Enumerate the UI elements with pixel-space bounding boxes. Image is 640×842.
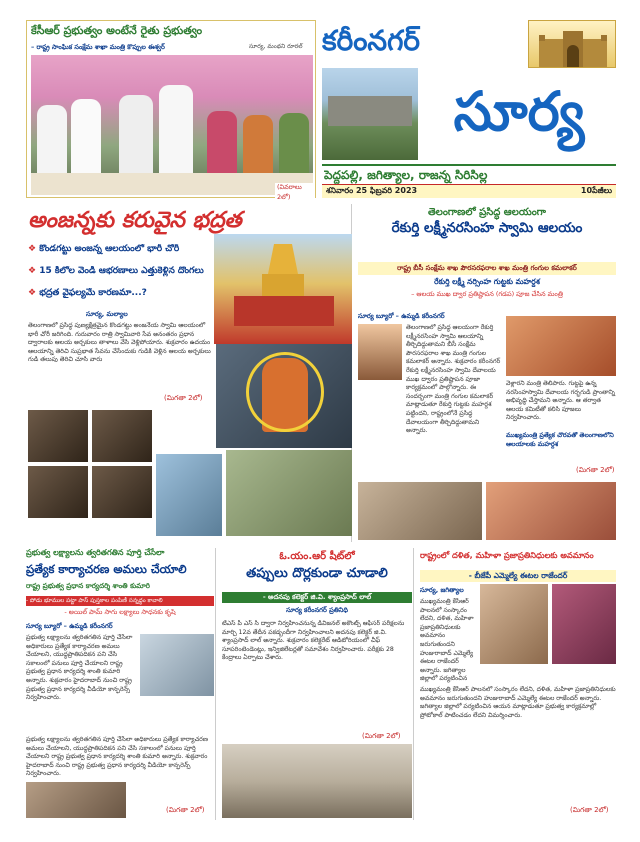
story-right-kicker: తెలంగాణలో ప్రసిద్ధ ఆలయంగా (427, 207, 547, 218)
cctv-photo-1 (28, 410, 88, 462)
bottom-right-byline: సూర్య, జగిత్యాల (420, 586, 464, 594)
top-left-caption: (వివరాలు 2లో) (275, 183, 315, 203)
masthead-districts: పెద్దపల్లి, జగిత్యాల, రాజన్న సిరిసిల్ల (324, 168, 488, 182)
story-right-headline: రేకుర్తి లక్ష్మీనరసింహ స్వామి ఆలయం (391, 220, 583, 236)
temple-premises-photo (226, 450, 352, 536)
date-band (322, 184, 616, 198)
story-left-bullet-3 (28, 288, 212, 300)
story-left-body: తెలంగాణలో ప్రసిద్ధ పుణ్యక్షేత్రమైన కొండగట్టు అంజనేయ స్వామి ఆలయంలో భారీ చోరీ జరిగింది. గురువారం రాత్రి స్వామివారి సేవ అనంతరం ప్రధాన ద్వారాలకు ఆలయ అర్చకులు తాళాలు వేసి వెళ్లిపోయారు. శుక్రవారం ఉదయం ఆలయాన్ని తెరిచి సుప్రభాత సేవను చేసేందుకు గుడికి వెళ్లిన ఆలయ అర్చకులు గుడి తలుపు తెరిచి చూసి వారు (28, 322, 211, 364)
story-left-bullet-2 (28, 266, 212, 278)
bottom-right-body-cont: ముఖ్యమంత్రి కేసీఆర్ పాలనలో సంస్కారం లేదని, దళిత, మహిళా ప్రజాప్రతినిధులకు అవమానం జరుగుతుందని హుజురాబాద్ ఎమ్మెల్యే ఈటల రాజేందర్ అన్నారు. జగిత్యాల జిల్లాలో పర్యటించిన ఆయన మాట్లాడుతూ ప్రభుత్వ కార్యక్రమాల్లో ప్రోటోకాల్ పాటించడం లేదని విమర్శించారు. (420, 686, 616, 719)
story-left-byline: సూర్య, మల్యాల (86, 310, 128, 318)
bottom-left-body-cont: ప్రభుత్వ లక్ష్యాలను త్వరితగతిన పూర్తి చేసేలా అధికారులు ప్రత్యేక కార్యాచరణ అమలు చేయాలని, యుద్ధప్రాతిపదికన పని చేసి సకాలంలో పనులు పూర్తి చేయాలని రాష్ట్ర ప్రభుత్వ ప్రధాన కార్యదర్శి శాంతి కుమారి అన్నారు. శుక్రవారం హైదరాబాద్ నుంచి రాష్ట్ర ప్రభుత్వ ప్రధాన కార్యదర్శి వీడియో కాన్ఫరెన్స్ నిర్వహించారు. (26, 736, 208, 778)
story-right (358, 204, 616, 542)
masthead-logo: సూర్య (453, 80, 585, 143)
story-left-bullet-1 (28, 244, 212, 256)
video-conference-photo (140, 634, 214, 696)
story-left-headline: అంజన్నకు కరువైన భద్రత (28, 208, 242, 233)
story-right-note: ముఖ్యమంత్రి ప్రత్యేక చొరవతో తెలంగాణలోని ఆలయాలకు మహర్దశ (506, 432, 614, 448)
bottom-left-kicker: ప్రభుత్వ లక్ష్యాలను త్వరితగతిన పూర్తి చేసేలా (26, 548, 165, 557)
story-right-byline: సూర్య బ్యూరో – ఉమ్మడి కరీంనగర్ (358, 312, 445, 320)
bottom-mid-byline: సూర్య కరీంనగర్ ప్రతినిధి (286, 606, 348, 614)
ceremony-photo-3 (486, 482, 616, 540)
top-left-story (26, 20, 316, 201)
event-photo (552, 584, 616, 664)
minister-portrait (358, 324, 402, 380)
bottom-left-story (26, 548, 216, 820)
masthead (322, 20, 616, 198)
bottom-mid-kicker: ఓ.యం.ఆర్ షీట్‌లో (279, 551, 355, 562)
top-left-byline: సూర్య, మంథని రూరల్ (249, 43, 303, 50)
officials-meeting-photo (222, 744, 412, 818)
top-left-photo (31, 55, 313, 195)
bottom-mid-continued: (మిగతా 2లో) (362, 732, 401, 740)
story-right-sub2: – ఆలయ ముఖ ద్వార ప్రతిష్టాపన (గడప) పూజ చేసిన మంత్రి (411, 290, 563, 298)
bottom-left-continued: (మిగతా 2లో) (166, 806, 205, 814)
fort-illustration (528, 20, 616, 68)
diamond-bullet-icon: ❖ (28, 244, 40, 254)
story-right-sub1: రేకుర్తి లక్ష్మీ నర్సింహ గుట్టకు మహర్దశ (434, 277, 540, 286)
dam-photo (322, 68, 418, 160)
top-left-subhead: – రాష్ట్ర సాంఘిక సంక్షేమ శాఖా మంత్రి కొప్పుల ఈశ్వర్ (31, 43, 165, 51)
bottom-mid-body: టీఎస్ పీ ఎస్ సి ద్వారా నిర్వహించనున్న డివిజనల్ అకౌంట్స్ ఆఫీసర్ పరీక్షలను మార్చి 12వ తేదీన పకడ్బందీగా నిర్వహించాలని అదనపు కలెక్టర్ జి.వి. శ్యాంప్రసాద్ లాల్ అన్నారు. శుక్రవారం కలెక్టరేట్ ఆడిటోరియంలో చీఫ్ సూపరింటెండెంట్లు, ఇన్విజిలేటర్లతో సమావేశం నిర్వహించారు. పరీక్షకు 28 కేంద్రాలు ఏర్పాటు చేశారు. (222, 620, 405, 662)
top-left-headline: కేసీఆర్ ప్రభుత్వం అంటేనే రైతు ప్రభుత్వం (31, 24, 203, 37)
etela-photo (480, 584, 548, 664)
story-right-banner: రాష్ట్ర బీసీ సంక్షేమ శాఖ పౌరసరఫరాల శాఖ మంత్రి గంగుల కమలాకర్ (358, 262, 616, 275)
cctv-photo-3 (28, 466, 88, 518)
cctv-photo-4 (92, 466, 152, 518)
diamond-bullet-icon: ❖ (28, 266, 40, 276)
bottom-right-story (420, 548, 616, 820)
bullet-text: కొండగట్టు అంజన్న ఆలయంలో భారీ చోరీ (39, 244, 180, 254)
bullet-text: భద్రత వైఫల్యమే కారణమా...? (39, 288, 147, 298)
bottom-right-body: ముఖ్యమంత్రి కేసీఆర్ పాలనలో సంస్కారం లేదని, దళిత, మహిళా ప్రజాప్రతినిధులకు అవమానం జరుగుతుందని హుజురాబాద్ ఎమ్మెల్యే ఈటల రాజేందర్ అన్నారు. జగిత్యాల జిల్లాలో పర్యటించిన (420, 598, 474, 683)
bottom-left-note2: - అయిల్ పామ్ సాగు లక్ష్యాలు సాధనకు కృషి (64, 608, 176, 616)
bottom-right-headline: రాష్ట్రంలో దళిత, మహిళా ప్రజాప్రతినిధులకు అవమానం (420, 550, 594, 560)
police-photo (156, 454, 222, 536)
idol-photo (216, 344, 352, 448)
bottom-left-body: ప్రభుత్వ లక్ష్యాలను త్వరితగతిన పూర్తి చేసేలా అధికారులు ప్రత్యేక కార్యాచరణ అమలు చేయాలని, యుద్ధప్రాతిపదికన పని చేసి సకాలంలో పనులు పూర్తి చేయాలని రాష్ట్ర ప్రభుత్వ ప్రధాన కార్యదర్శి శాంతి కుమారి అన్నారు. శుక్రవారం హైదరాబాద్ నుంచి రాష్ట్ర ప్రభుత్వ ప్రధాన కార్యదర్శి వీడియో కాన్ఫరెన్స్ నిర్వహించారు. (26, 634, 133, 702)
districts-band (322, 164, 616, 184)
story-right-body2: వెళ్లారని మంత్రి తెలిపారు. గుట్టపై ఉన్న నరసింహస్వామి దేవాలయ గర్భగుడి ప్రాంతాన్ని అభివృద్ధి చేస్తామని అన్నారు. ఆ తర్వాత ఆలయ కమిటీతో కలిసి పూజలు నిర్వహించారు. (506, 380, 616, 422)
ceremony-photo-2 (358, 482, 482, 540)
story-right-continued: (మిగతా 2లో) (576, 466, 615, 474)
bottom-mid-headline: తప్పులు దొర్లకుండా చూడాలి (246, 566, 388, 581)
masthead-date: శనివారం 25 ఫిబ్రవరి 2023 (326, 186, 418, 195)
temple-photo (214, 234, 352, 344)
bottom-mid-story (222, 548, 414, 820)
bottom-mid-sub: - అదనపు కలెక్టర్ జి.వి. శ్యాంప్రసాద్ లాల్ (222, 592, 412, 603)
ceremony-photo-1 (506, 316, 616, 376)
diamond-bullet-icon: ❖ (28, 288, 40, 298)
bottom-left-headline: ప్రత్యేక కార్యాచరణ అమలు చేయాలి (26, 562, 187, 576)
story-left (26, 204, 352, 542)
masthead-edition: కరీంనగర్ (322, 24, 421, 57)
story-right-body: తెలంగాణలో ప్రసిద్ధ ఆలయంగా రేకుర్తి లక్ష్మీనరసింహ స్వామి ఆలయాన్ని తీర్చిదిద్దుతామని బీసీ సంక్షేమ పౌరసరఫరాల శాఖ మంత్రి గంగుల కమలాకర్ అన్నారు. శుక్రవారం కరీంనగర్ రేకుర్తి లక్ష్మీనరసింహ స్వామి దేవాలయ ముఖ ద్వారం ప్రతిష్టాపన పూజా కార్యక్రమంలో పాల్గొన్నారు. ఈ సందర్భంగా మంత్రి గంగుల కమలాకర్ మాట్లాడుతూ రేకుర్తి గుట్టకు మహర్దశ పట్టిందని, రాష్ట్రంలోనే ప్రసిద్ధ దేవాలయంగా తీర్చిదిద్దుతామని అన్నారు. (406, 324, 501, 435)
bottom-left-note1: - పోడు భూముల పట్టా పాస్ పుస్తకాల పంపిణీ సన్నద్ధం కావాలి (26, 596, 214, 606)
bottom-right-continued: (మిగతా 2లో) (570, 806, 609, 814)
cctv-photo-2 (92, 410, 152, 462)
bottom-right-sub: - బీజేపీ ఎమ్మెల్యే ఈటల రాజేందర్ (420, 570, 616, 582)
story-left-continued: (మిగతా 2లో) (164, 394, 203, 402)
bottom-left-sub: రాష్ట్ర ప్రభుత్వ ప్రధాన కార్యదర్శి శాంతి కుమారి (26, 582, 150, 590)
meeting-photo (26, 782, 126, 818)
bottom-left-byline: సూర్య బ్యూరో – ఉమ్మడి కరీంనగర్ (26, 622, 113, 630)
masthead-pages: 10పేజీలు (580, 186, 612, 195)
bullet-text: 15 కిలోల వెండి ఆభరణాలు ఎత్తుకెళ్లిన దొంగలు (39, 266, 204, 276)
